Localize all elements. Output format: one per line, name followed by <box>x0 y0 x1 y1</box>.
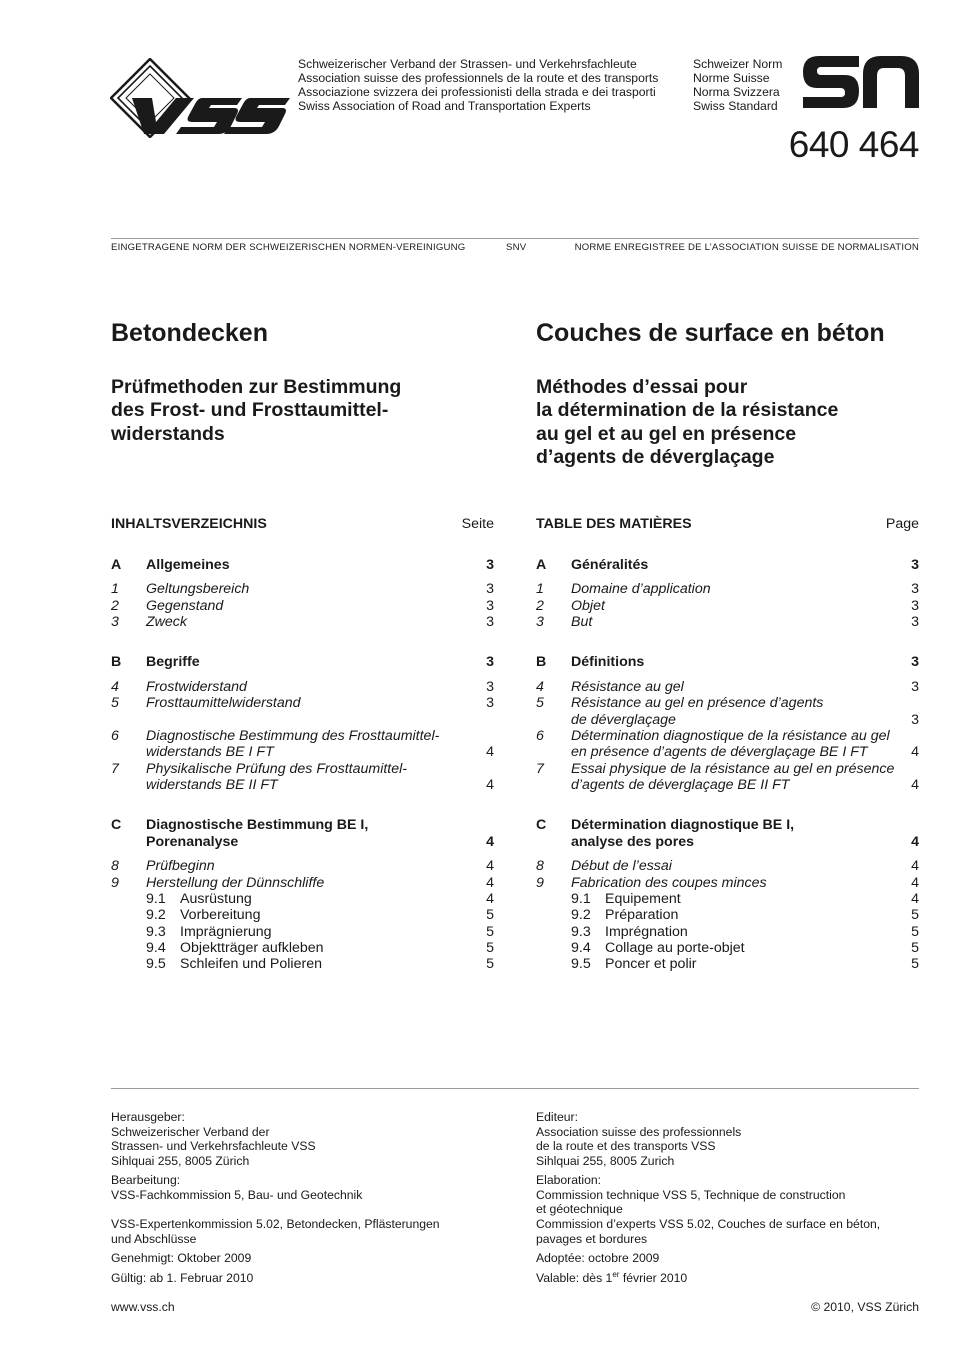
toc-page-number: 3 <box>486 695 494 711</box>
toc-page-number: 4 <box>911 833 919 850</box>
experts-line: pavages et bordures <box>536 1231 648 1246</box>
norm-type-en: Swiss Standard <box>693 99 778 113</box>
valid-date <box>536 1271 687 1286</box>
association-name-en: Swiss Association of Road and Transportation Experts <box>298 99 591 113</box>
sn-logo <box>803 56 919 108</box>
subtitle-fr-line: au gel et au gel en présence <box>536 422 797 445</box>
publisher-line: Strassen- und Verkehrsfachleute VSS <box>111 1139 316 1153</box>
toc-page-number: 5 <box>911 956 919 972</box>
valid-date: Gültig: ab 1. Februar 2010 <box>111 1271 254 1285</box>
toc-subnumber: 9.1 <box>571 891 591 907</box>
toc-number: A <box>536 557 547 573</box>
toc-entry-text: Geltungsbereich <box>146 581 250 597</box>
editing-label: Bearbeitung: <box>111 1173 181 1187</box>
toc-entry-text: en présence d’agents de déverglaçage BE I FT <box>571 744 868 760</box>
toc-entry-text: Début de l’essai <box>571 858 672 874</box>
toc-number: 1 <box>536 581 544 597</box>
toc-subnumber: 9.2 <box>571 907 591 923</box>
toc-page-number: 3 <box>911 557 919 573</box>
toc-entry-text: Zweck <box>146 614 187 630</box>
toc-entry-text: Vorbereitung <box>180 907 261 923</box>
valid-prefix: Valable: dès 1 <box>536 1271 613 1285</box>
toc-page-number: 3 <box>911 597 919 614</box>
toc-number: 8 <box>111 858 119 874</box>
toc-number: 1 <box>111 581 119 597</box>
toc-subnumber: 9.2 <box>146 907 166 923</box>
publisher-line: de la route et des transports VSS <box>536 1139 716 1153</box>
toc-page-number: 5 <box>486 907 494 923</box>
toc-page-number: 5 <box>911 940 919 956</box>
publisher-label: Editeur: <box>536 1110 579 1124</box>
footer-divider <box>111 1088 919 1089</box>
toc-page-number: 5 <box>911 907 919 923</box>
toc-list-de <box>111 557 494 977</box>
toc-entry-text: Frosttaumittelwiderstand <box>146 695 301 711</box>
toc-entry-text: Allgemeines <box>146 557 230 573</box>
toc-page-label: Seite <box>461 516 494 532</box>
footer-de <box>111 1110 511 1320</box>
vss-logo <box>110 58 290 138</box>
toc-subnumber: 9.4 <box>146 940 166 956</box>
toc-number: 9 <box>111 874 119 891</box>
toc-page-number: 5 <box>486 940 494 956</box>
registration-abbr: SNV <box>506 242 527 253</box>
toc-entry-text: widerstands BE II FT <box>146 777 278 793</box>
title-fr: Couches de surface en béton <box>536 319 885 347</box>
publisher-label: Herausgeber: <box>111 1110 185 1124</box>
toc-page-number: 3 <box>486 597 494 614</box>
toc-entry-text: Résistance au gel <box>571 678 684 695</box>
toc-entry-text: Domaine d’application <box>571 581 711 597</box>
experts-line: und Abschlüsse <box>111 1231 197 1246</box>
title-de: Betondecken <box>111 319 268 347</box>
toc-number: C <box>111 817 122 833</box>
toc-number: 2 <box>111 597 119 614</box>
toc-page-number: 3 <box>911 711 919 728</box>
association-names <box>298 57 658 113</box>
toc-page-number: 5 <box>486 923 494 940</box>
association-name-de: Schweizerischer Verband der Strassen- und Verkehrsfachleute <box>298 57 637 71</box>
experts-line: VSS-Expertenkommission 5.02, Betondecken, Pflästerungen <box>111 1217 440 1231</box>
standard-number: 640 464 <box>788 124 919 165</box>
toc-entry-text: Préparation <box>605 907 679 923</box>
toc-entry-text: Gegenstand <box>146 597 224 614</box>
toc-subnumber: 9.4 <box>571 940 591 956</box>
publisher-line: Association suisse des professionnels <box>536 1124 742 1139</box>
editing-label: Elaboration: <box>536 1173 602 1187</box>
toc-entry-text: Prüfbeginn <box>146 858 215 874</box>
toc-entry-text: d’agents de déverglaçage BE II FT <box>571 777 790 793</box>
editing-line: Commission technique VSS 5, Technique de construction <box>536 1187 846 1202</box>
toc-subnumber: 9.3 <box>571 923 591 940</box>
subtitle-fr-line: d’agents de déverglaçage <box>536 445 775 468</box>
toc-entry-text: Imprégnation <box>605 923 688 940</box>
norm-type-labels <box>693 57 782 113</box>
toc-entry-text: widerstands BE I FT <box>146 744 274 760</box>
editing-line: VSS-Fachkommission 5, Bau- und Geotechnik <box>111 1187 363 1202</box>
toc-entry-text: analyse des pores <box>571 833 695 850</box>
footer-fr <box>536 1110 919 1320</box>
toc-number: 9 <box>536 874 544 891</box>
header-divider <box>111 238 919 239</box>
toc-entry-text: Essai physique de la résistance au gel en présence <box>571 760 895 777</box>
toc-page-number: 4 <box>911 744 919 760</box>
norm-type-it: Norma Svizzera <box>693 85 780 99</box>
experts-line: Commission d’experts VSS 5.02, Couches de surface en béton, <box>536 1217 881 1231</box>
toc-page-number: 4 <box>486 777 494 793</box>
toc-entry-text: But <box>571 614 593 630</box>
toc-subnumber: 9.5 <box>146 956 166 972</box>
toc-entry-text: Fabrication des coupes minces <box>571 874 767 891</box>
toc-entry-text: Définitions <box>571 654 645 670</box>
toc-number: 4 <box>536 678 544 695</box>
toc-page-number: 4 <box>486 874 494 891</box>
norm-type-de: Schweizer Norm <box>693 57 783 71</box>
toc-number: 4 <box>111 678 119 695</box>
copyright: © 2010, VSS Zürich <box>811 1300 919 1314</box>
toc-heading-de <box>111 516 494 532</box>
association-name-it: Associazione svizzera dei professionisti della strada e dei trasporti <box>298 85 656 99</box>
adopted-date: Adoptée: octobre 2009 <box>536 1251 660 1265</box>
subtitle-de-line: Prüfmethoden zur Bestimmung <box>111 376 402 398</box>
toc-page-number: 4 <box>486 833 494 850</box>
toc-entry-text: Imprägnierung <box>180 923 272 940</box>
toc-number: 5 <box>111 695 119 711</box>
toc-subnumber: 9.1 <box>146 891 166 907</box>
toc-page-number: 4 <box>486 858 494 874</box>
subtitle-fr-line: Méthodes d’essai pour <box>536 376 748 398</box>
publisher-line: Sihlquai 255, 8005 Zürich <box>111 1153 250 1168</box>
association-name-fr: Association suisse des professionnels de la route et des transports <box>298 71 659 85</box>
toc-entry-text: Physikalische Prüfung des Frosttaumittel- <box>146 760 408 777</box>
toc-number: 8 <box>536 858 544 874</box>
valid-superscript: er <box>612 1269 620 1279</box>
toc-heading-label: TABLE DES MATIÈRES <box>536 516 692 532</box>
approved-date: Genehmigt: Oktober 2009 <box>111 1251 252 1265</box>
toc-subnumber: 9.5 <box>571 956 591 972</box>
toc-entry-text: Généralités <box>571 557 649 573</box>
publisher-line: Sihlquai 255, 8005 Zurich <box>536 1153 675 1168</box>
toc-page-number: 3 <box>911 654 919 670</box>
website-link[interactable]: www.vss.ch <box>111 1300 175 1314</box>
toc-page-number: 3 <box>486 557 494 573</box>
toc-number: B <box>111 654 122 670</box>
toc-page-number: 3 <box>486 678 494 695</box>
toc-number: 6 <box>536 728 544 744</box>
toc-entry-text: Détermination diagnostique de la résistance au gel <box>571 728 890 744</box>
toc-number: B <box>536 654 547 670</box>
subtitle-fr <box>536 376 838 469</box>
toc-entry-text: Frostwiderstand <box>146 678 247 695</box>
toc-number: 2 <box>536 597 544 614</box>
toc-number: 7 <box>536 760 544 777</box>
toc-page-number: 4 <box>486 744 494 760</box>
toc-entry-text: de déverglaçage <box>571 711 676 728</box>
toc-number: 5 <box>536 695 544 711</box>
subtitle-fr-line: la détermination de la résistance <box>536 399 839 422</box>
toc-heading-label: INHALTSVERZEICHNIS <box>111 516 267 532</box>
toc-entry-text: Ausrüstung <box>180 891 252 907</box>
toc-entry-text: Diagnostische Bestimmung des Frosttaumittel- <box>146 728 440 744</box>
toc-number: C <box>536 817 547 833</box>
toc-page-number: 5 <box>486 956 494 972</box>
toc-page-number: 4 <box>911 874 919 891</box>
toc-entry-text: Porenanalyse <box>146 833 239 850</box>
toc-heading-fr <box>536 516 919 532</box>
toc-entry-text: Objektträger aufkleben <box>180 940 324 956</box>
toc-entry-text: Objet <box>571 597 605 614</box>
toc-entry-text: Diagnostische Bestimmung BE I, <box>146 817 369 833</box>
subtitle-de-line: widerstands <box>111 422 225 445</box>
editing-line: et géotechnique <box>536 1202 623 1216</box>
toc-page-number: 3 <box>486 581 494 597</box>
toc-page-number: 3 <box>486 654 494 670</box>
toc-entry-text: Begriffe <box>146 654 200 670</box>
toc-entry-text: Poncer et polir <box>605 956 697 972</box>
toc-subnumber: 9.3 <box>146 923 166 940</box>
registration-de: EINGETRAGENE NORM DER SCHWEIZERISCHEN NORMEN-VEREINIGUNG <box>111 242 466 253</box>
toc-page-number: 3 <box>486 614 494 630</box>
toc-page-number: 3 <box>911 678 919 695</box>
subtitle-de <box>111 376 401 446</box>
toc-number: 3 <box>536 614 544 630</box>
toc-page-number: 4 <box>911 777 919 793</box>
registration-fr: NORME ENREGISTREE DE L’ASSOCIATION SUISSE DE NORMALISATION <box>574 242 919 253</box>
toc-entry-text: Schleifen und Polieren <box>180 956 322 972</box>
toc-entry-text: Equipement <box>605 891 681 907</box>
toc-page-number: 4 <box>911 891 919 907</box>
norm-type-fr: Norme Suisse <box>693 71 770 85</box>
valid-suffix: février 2010 <box>619 1271 688 1285</box>
toc-entry-text: Détermination diagnostique BE I, <box>571 817 795 833</box>
toc-page-number: 3 <box>911 581 919 597</box>
toc-page-number: 3 <box>911 614 919 630</box>
toc-number: A <box>111 557 122 573</box>
toc-list-fr <box>536 557 919 977</box>
toc-number: 6 <box>111 728 119 744</box>
toc-number: 7 <box>111 760 119 777</box>
toc-page-number: 5 <box>911 923 919 940</box>
toc-number: 3 <box>111 614 119 630</box>
toc-entry-text: Herstellung der Dünnschliffe <box>146 874 325 891</box>
toc-entry-text: Collage au porte-objet <box>605 940 745 956</box>
toc-page-number: 4 <box>486 891 494 907</box>
toc-entry-text: Résistance au gel en présence d’agents <box>571 695 824 711</box>
toc-page-label: Page <box>885 516 919 532</box>
publisher-line: Schweizerischer Verband der <box>111 1124 270 1139</box>
subtitle-de-line: des Frost- und Frosttaumittel- <box>111 399 389 422</box>
toc-page-number: 4 <box>911 858 919 874</box>
